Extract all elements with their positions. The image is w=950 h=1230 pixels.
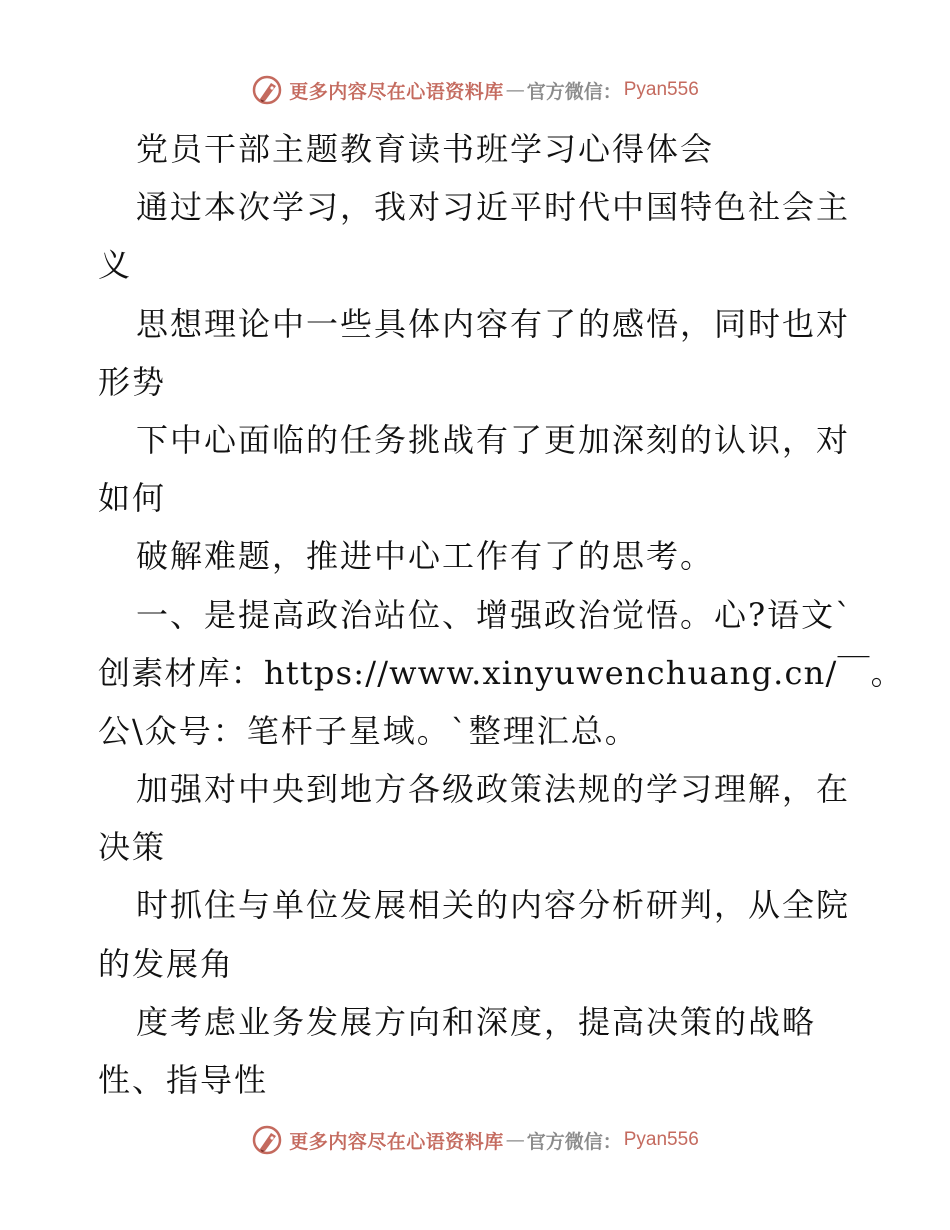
paragraph-line: 度考虑业务发展方向和深度，提高决策的战略 (136, 1002, 817, 1041)
banner-wechat-label: 官方微信： (526, 1130, 622, 1153)
banner-dash: — (505, 79, 525, 101)
paragraph-line: 创素材库：https://www.xinyuwenchuang.cn/￣。 (98, 653, 904, 692)
paragraph-line: 破解难题，推进中心工作有了的思考。 (136, 537, 715, 576)
banner-wechat-id: Pyan556 (623, 79, 699, 100)
document-body (98, 120, 904, 1109)
paragraph-line: 的发展角 (98, 944, 235, 983)
banner-wechat-id: Pyan556 (623, 1129, 699, 1150)
paragraph-line: 时抓住与单位发展相关的内容分析研判，从全院 (136, 886, 851, 925)
paragraph-line: 加强对中央到地方各级政策法规的学习理解，在 (136, 770, 851, 809)
paragraph-line: 通过本次学习，我对习近平时代中国特色社会主 (136, 188, 851, 227)
paragraph-line: 义 (98, 246, 133, 285)
section-heading-line: 一、是提高政治站位、增强政治觉悟。心?语文` (136, 595, 854, 634)
paragraph-line: 如何 (98, 479, 167, 518)
banner-wechat-label: 官方微信： (526, 80, 622, 103)
pen-logo-icon (251, 73, 285, 107)
banner-slogan: 更多内容尽在心语资料库 (289, 1130, 504, 1153)
pen-logo-icon (251, 1123, 285, 1157)
paragraph-line: 公\众号：笔杆子星域。`整理汇总。 (98, 711, 639, 750)
paragraph-line: 形势 (98, 362, 167, 401)
paragraph-line: 思想理论中一些具体内容有了的感悟，同时也对 (136, 304, 851, 343)
header-banner (0, 70, 950, 110)
paragraph-line: 性、指导性 (98, 1061, 269, 1099)
banner-slogan: 更多内容尽在心语资料库 (289, 80, 504, 103)
document-title: 党员干部主题教育读书班学习心得体会 (136, 130, 715, 168)
paragraph-line: 决策 (98, 828, 167, 867)
banner-dash: — (505, 1129, 525, 1151)
footer-banner (0, 1120, 950, 1160)
paragraph-line: 下中心面临的任务挑战有了更加深刻的认识，对 (136, 420, 851, 459)
